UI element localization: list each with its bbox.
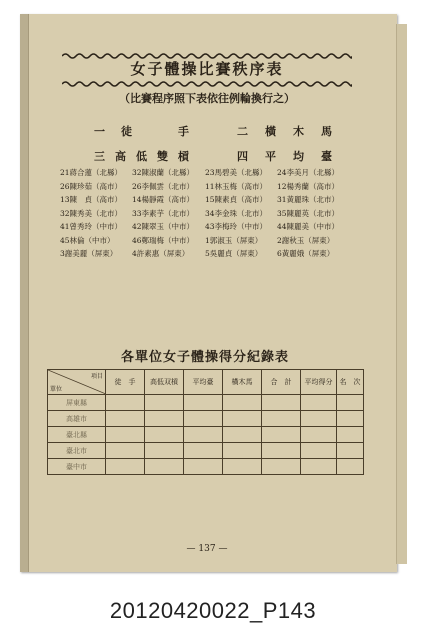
- corner-label-items: 項目: [90, 373, 103, 380]
- score-cell: [145, 427, 184, 443]
- roster-row: [60, 193, 195, 207]
- score-cell: [337, 443, 364, 459]
- athlete-entry: 26陳珍茹（高市）: [60, 181, 123, 191]
- column-header: 橫木馬: [223, 370, 262, 395]
- roster-row: [60, 247, 190, 261]
- roster-row: [205, 193, 340, 207]
- athlete-entry: 35陳麗英（北市）: [277, 208, 340, 218]
- score-cell: [337, 459, 364, 475]
- athlete-entry: 26李佩雲（北市）: [132, 181, 195, 191]
- score-cell: [223, 411, 262, 427]
- score-cell: [145, 459, 184, 475]
- score-cell: [184, 427, 223, 443]
- event-3-heading: [94, 148, 189, 164]
- table-header-row: [48, 370, 364, 395]
- roster-row: [205, 247, 335, 261]
- page-title: 女子體操比賽秩序表: [130, 60, 284, 78]
- event-name-char: 槓: [178, 150, 189, 163]
- roster-row: [205, 220, 340, 234]
- athlete-entry: 4許素惠（屏東）: [132, 249, 190, 258]
- roster-row: [60, 207, 195, 221]
- score-cell: [337, 411, 364, 427]
- event-name-char: 臺: [321, 150, 332, 163]
- table-row: [48, 427, 364, 443]
- score-cell: [262, 443, 301, 459]
- athlete-entry: 1郭淑玉（屏東）: [205, 235, 263, 245]
- unit-name-cell: 屏東縣: [48, 395, 106, 411]
- roster-row: [205, 166, 340, 180]
- event-name-char: 木: [293, 125, 304, 138]
- unit-name-cell: 臺中市: [48, 459, 106, 475]
- score-cell: [106, 411, 145, 427]
- athlete-entry: 31黃麗珠（北市）: [277, 195, 340, 204]
- athlete-entry: 3謝美麗（屏東）: [60, 249, 118, 258]
- athlete-entry: 41曾秀玲（中市）: [60, 222, 123, 231]
- roster-left: [60, 166, 195, 261]
- score-cell: [262, 459, 301, 475]
- score-cell: [145, 411, 184, 427]
- score-cell: [223, 443, 262, 459]
- column-header: 高低双槓: [145, 370, 184, 395]
- score-cell: [337, 427, 364, 443]
- event-name-char: 雙: [157, 150, 168, 163]
- table-row: [48, 459, 364, 475]
- table-row: [48, 411, 364, 427]
- roster-row: [60, 166, 195, 180]
- event-name-char: 橫: [265, 125, 276, 138]
- athlete-entry: 11林玉梅（高市）: [205, 181, 268, 191]
- event-number: 三: [94, 150, 105, 163]
- score-cell: [223, 395, 262, 411]
- roster-row: [205, 207, 340, 221]
- unit-name-cell: 臺北縣: [48, 427, 106, 443]
- score-cell: [184, 411, 223, 427]
- athlete-entry: 14楊靜霞（高市）: [132, 195, 195, 204]
- athlete-entry: 21蔣合蓮（北縣）: [60, 168, 123, 177]
- event-number: 四: [237, 150, 248, 163]
- score-cell: [145, 395, 184, 411]
- athlete-entry: 6黃麗娥（屏東）: [277, 249, 335, 258]
- score-cell: [106, 443, 145, 459]
- athlete-entry: 32陳秀美（北市）: [60, 208, 123, 218]
- score-cell: [184, 459, 223, 475]
- score-cell: [184, 395, 223, 411]
- column-header: 徒 手: [106, 370, 145, 395]
- event-name-char: 均: [293, 150, 304, 163]
- athlete-entry: 13陳 貞（高市）: [60, 195, 123, 204]
- score-cell: [223, 459, 262, 475]
- event-name-char: 手: [178, 125, 189, 138]
- score-cell: [301, 427, 337, 443]
- athlete-entry: 44陳麗美（中市）: [277, 222, 340, 231]
- athlete-entry: 12楊秀蘭（高市）: [277, 181, 340, 191]
- athlete-entry: 2謝秋玉（屏東）: [277, 235, 335, 245]
- athlete-entry: 32陳淑蘭（北縣）: [132, 168, 195, 177]
- score-table: [47, 369, 364, 475]
- column-header: 合 計: [262, 370, 301, 395]
- roster-row: [205, 180, 340, 194]
- roster-row: [60, 180, 195, 194]
- event-name-char: 低: [136, 150, 147, 163]
- table-row: [48, 443, 364, 459]
- score-cell: [184, 443, 223, 459]
- athlete-entry: 33李素芋（北市）: [132, 208, 195, 218]
- table-corner-cell: [48, 370, 106, 395]
- score-table-title: 各單位女子體操得分紀錄表: [120, 350, 289, 365]
- score-cell: [301, 395, 337, 411]
- roster-row: [60, 234, 195, 248]
- score-cell: [337, 395, 364, 411]
- column-header: 平均得分: [301, 370, 337, 395]
- roster-right: [205, 166, 340, 261]
- score-cell: [301, 443, 337, 459]
- event-4-heading: [237, 148, 332, 164]
- score-cell: [106, 459, 145, 475]
- score-cell: [301, 459, 337, 475]
- image-caption: 20120420022_P143: [109, 598, 317, 623]
- score-cell: [106, 395, 145, 411]
- event-name-char: 徒: [121, 125, 132, 138]
- corner-label-units: 單位: [50, 386, 63, 393]
- event-name-char: 高: [115, 150, 126, 163]
- page-binding: [20, 14, 29, 572]
- event-number: 二: [237, 125, 248, 138]
- event-number: 一: [94, 125, 105, 138]
- roster-row: [205, 234, 335, 248]
- athlete-entry: 23馬碧美（北縣）: [205, 168, 268, 177]
- event-2-heading: [237, 123, 332, 139]
- decorative-wave-border-bottom: [62, 80, 352, 88]
- page-number: — 137 —: [186, 544, 228, 554]
- column-header: 名 次: [337, 370, 364, 395]
- athlete-entry: 5吳麗貞（屏東）: [205, 249, 263, 258]
- column-header: 平均臺: [184, 370, 223, 395]
- score-cell: [262, 411, 301, 427]
- athlete-entry: 43李梅玲（中市）: [205, 222, 268, 231]
- athlete-entry: 15陳素貞（高市）: [205, 195, 268, 204]
- athlete-entry: 42陳翠玉（中市）: [132, 222, 195, 231]
- score-cell: [223, 427, 262, 443]
- roster-row: [60, 220, 195, 234]
- athlete-entry: 45林倫（中市）: [60, 235, 115, 245]
- athlete-entry: 46鄭瑞梅（中市）: [132, 235, 195, 245]
- subtitle: （比賽程序照下表依往例輪換行之）: [119, 92, 295, 105]
- event-name-char: 馬: [321, 125, 332, 138]
- event-1-heading: [94, 123, 189, 139]
- athlete-entry: 24李美月（北縣）: [277, 168, 340, 177]
- score-cell: [262, 395, 301, 411]
- unit-name-cell: 高雄市: [48, 411, 106, 427]
- score-cell: [106, 427, 145, 443]
- table-row: [48, 395, 364, 411]
- unit-name-cell: 臺北市: [48, 443, 106, 459]
- score-cell: [262, 427, 301, 443]
- page-edge: [396, 24, 407, 564]
- score-cell: [301, 411, 337, 427]
- score-cell: [145, 443, 184, 459]
- event-name-char: 平: [265, 150, 276, 163]
- athlete-entry: 34李金珠（北市）: [205, 208, 268, 218]
